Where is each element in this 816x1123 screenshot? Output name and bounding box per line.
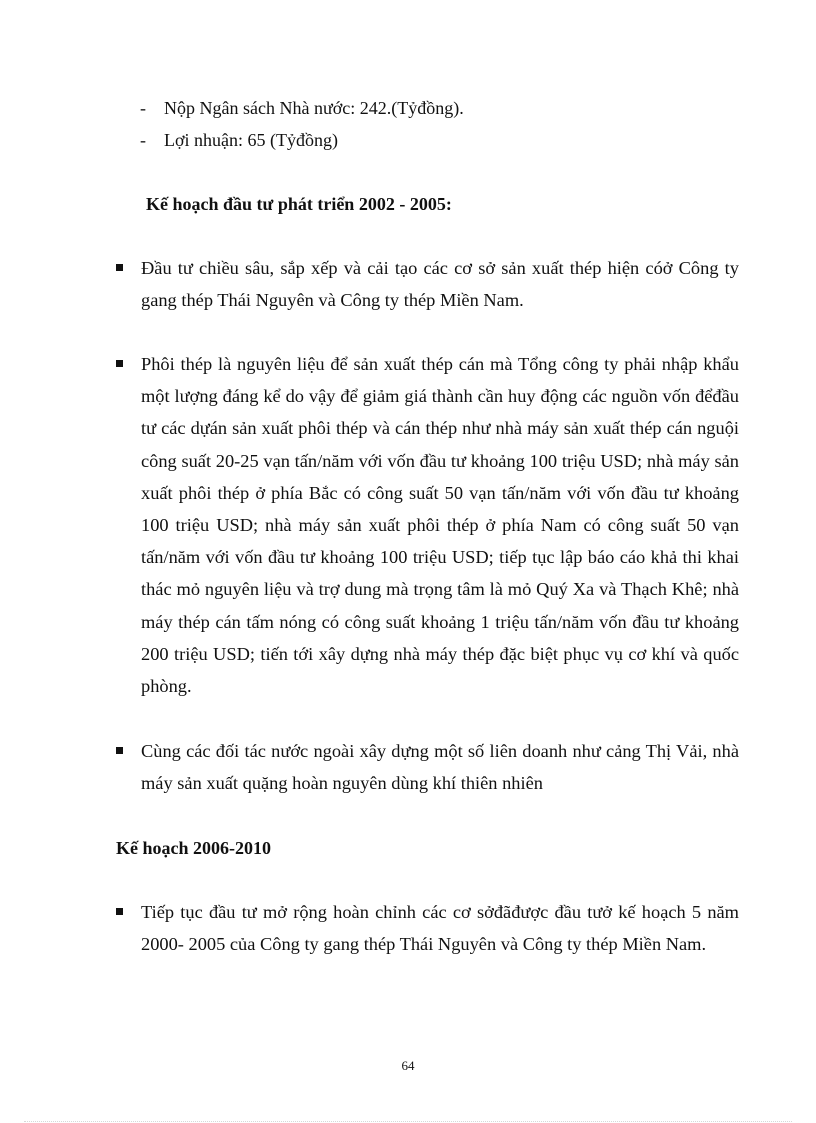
dash-marker: - xyxy=(140,98,146,118)
result-text: Nộp Ngân sách Nhà nước: 242.(Tỷđồng). xyxy=(164,98,464,118)
section-heading-2002-2005: Kế hoạch đầu tư phát triển 2002 - 2005: xyxy=(146,194,452,214)
plan-item-2002-1 xyxy=(116,252,740,316)
result-text: Lợi nhuận: 65 (Tỷđồng) xyxy=(164,130,338,150)
square-bullet-icon xyxy=(116,747,123,754)
result-item-budget xyxy=(140,96,464,120)
plan-item-text: Cùng các đối tác nước ngoài xây dựng một số liên doanh như cảng Thị Vải, nhà máy sản xuất quặng hoàn nguyên dùng khí thiên nhiên xyxy=(141,741,739,794)
square-bullet-icon xyxy=(116,908,123,915)
plan-item-text: Đầu tư chiều sâu, sắp xếp và cải tạo các cơ sở sản xuất thép hiện cóở Công ty gang thép Thái Nguyên và Công ty thép Miền Nam. xyxy=(141,258,739,311)
page-number: 64 xyxy=(401,1058,415,1073)
plan-item-2002-2 xyxy=(116,348,740,702)
square-bullet-icon xyxy=(116,264,123,271)
plan-item-2002-3 xyxy=(116,735,740,799)
result-item-profit xyxy=(140,128,338,152)
page-bottom-rule xyxy=(24,1121,792,1122)
plan-item-2006-1 xyxy=(116,896,740,960)
plan-item-text: Phôi thép là nguyên liệu để sản xuất thép cán mà Tổng công ty phải nhập khẩu một lượng đáng kể do vậy để giảm giá thành cần huy động các nguồn vốn đểđầu tư các dựán sản xuất phôi thép và cán thép như nhà máy sản xuất thép cán nguội công suất 20-25 vạn tấn/năm với vốn đầu tư khoảng 100 triệu USD; nhà máy sản xuất phôi thép ở phía Bắc có công suất 50 vạn tấn/năm với vốn đầu tư khoảng 100 triệu USD; nhà máy sản xuất phôi thép ở phía Nam có công suất 50 vạn tấn/năm với vốn đầu tư khoảng 100 triệu USD; tiếp tục lập báo cáo khả thi khai thác mỏ nguyên liệu và trợ dung mà trọng tâm là mỏ Quý Xa và Thạch Khê; nhà máy thép cán tấm nóng có công suất khoảng 1 triệu tấn/năm vốn đầu tư khoảng 200 triệu USD; tiến tới xây dựng nhà máy thép đặc biệt phục vụ cơ khí và quốc phòng. xyxy=(141,354,739,697)
dash-marker: - xyxy=(140,130,146,150)
plan-item-text: Tiếp tục đầu tư mở rộng hoàn chỉnh các cơ sởđãđược đầu tưở kế hoạch 5 năm 2000- 2005 của Công ty gang thép Thái Nguyên và Công ty thép Miền Nam. xyxy=(141,902,739,955)
section-heading-2006-2010: Kế hoạch 2006-2010 xyxy=(116,838,271,858)
square-bullet-icon xyxy=(116,360,123,367)
